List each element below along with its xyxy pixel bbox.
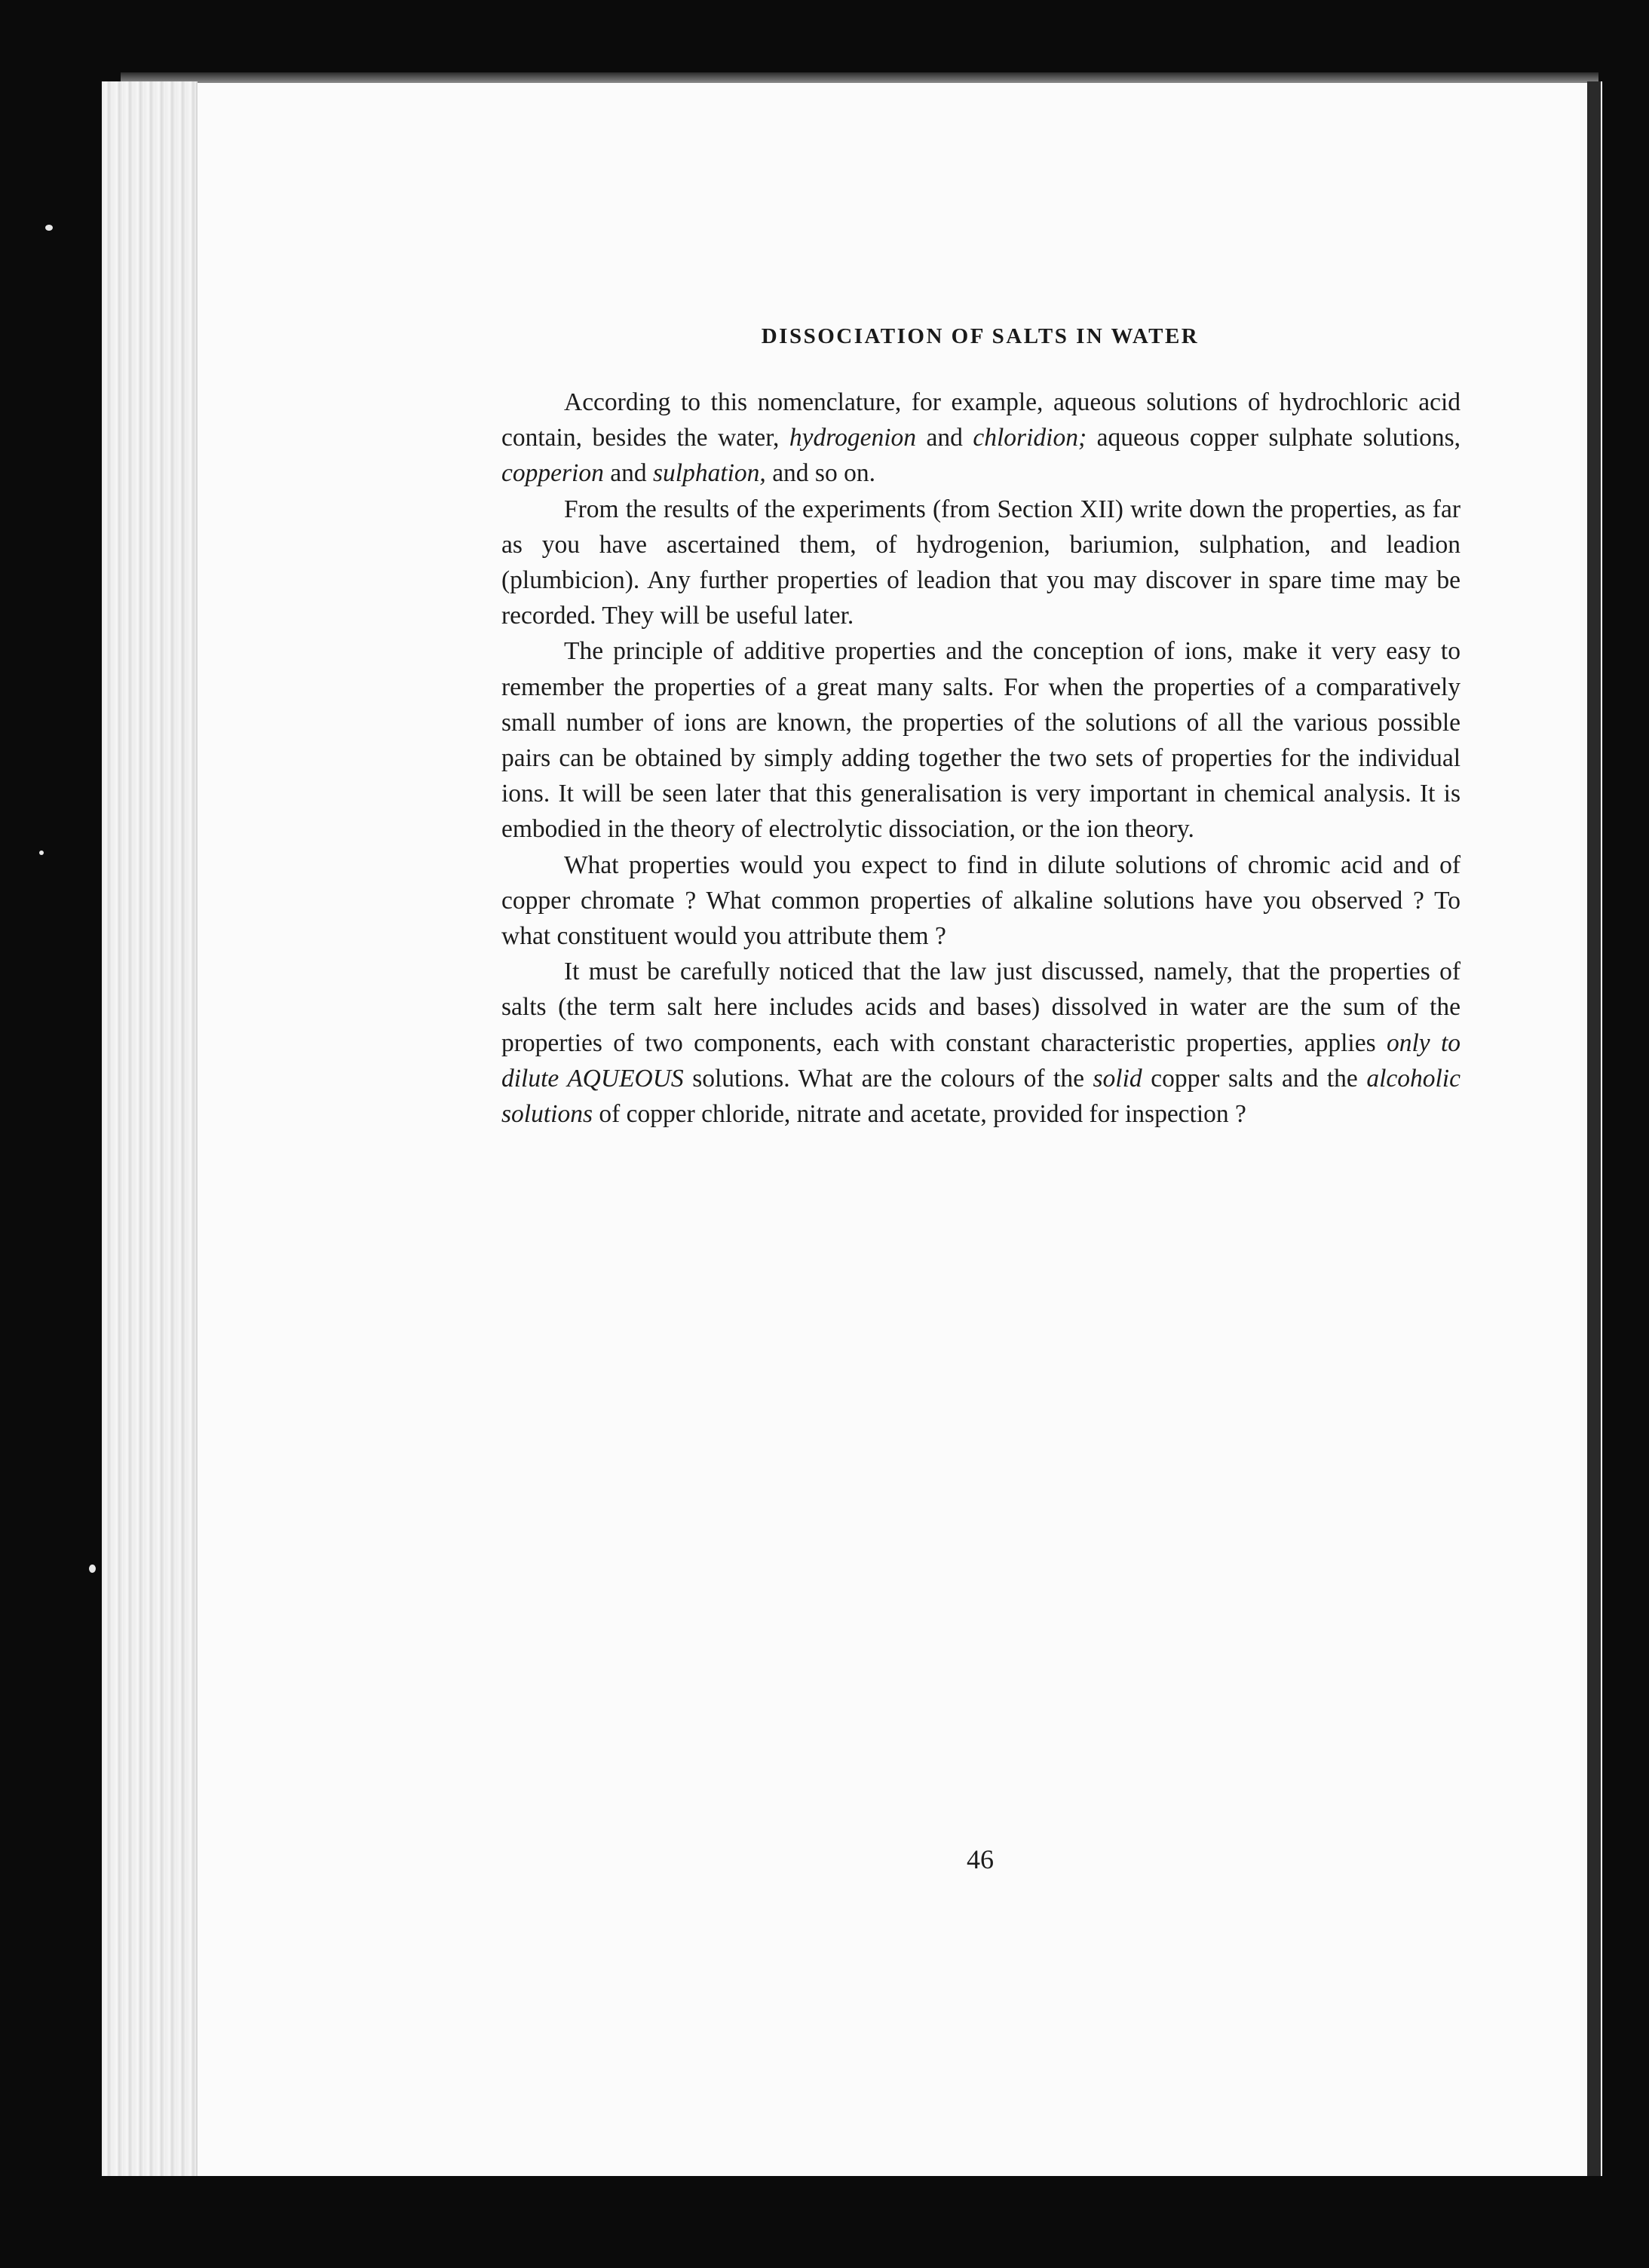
text-run: and (916, 424, 973, 452)
italic-run: solid (1093, 1064, 1142, 1093)
paragraph (501, 492, 1460, 634)
page-fore-edges (102, 81, 198, 2176)
scan-speck (39, 851, 44, 855)
italic-run: hydrogenion (789, 424, 917, 452)
italic-run: chloridion; (973, 424, 1087, 452)
paragraph (501, 954, 1460, 1132)
text-run: According to this nomenclature, for example, aqueous solutions of hydrochloric acid contain, besides the water, (501, 388, 1460, 452)
running-head: DISSOCIATION OF SALTS IN WATER (761, 324, 1200, 348)
text-run: copper salts and the (1142, 1064, 1367, 1093)
italic-run: alcoholic solutions (501, 1064, 1460, 1129)
text-run: of copper chloride, nitrate and acetate, provided for inspection ? (593, 1100, 1246, 1129)
paragraph (501, 847, 1460, 955)
paragraph (501, 385, 1460, 492)
scan-speck (45, 225, 53, 231)
text-run: solutions. What are the colours of the (683, 1064, 1093, 1093)
page-number: 46 (967, 1844, 994, 1874)
italic-run: sulphation, (652, 459, 766, 488)
text-run: and so on. (765, 459, 875, 488)
text-run: aqueous copper sulphate solutions, (1087, 424, 1461, 452)
italic-run: copperion (501, 459, 604, 488)
text-run: What properties would you expect to find in dilute solutions of chromic acid and of copper chromate ? What common properties of alkaline solutions have you observed ? To what constituent would you attribute them ? (501, 851, 1460, 951)
text-run: It must be carefully noticed that the law just discussed, namely, that the properties of salts (the term salt here includes acids and bases) dissolved in water are the sum of the properties of two components, each with constant characteristic properties, applies (501, 958, 1460, 1057)
scan-speck (89, 1565, 96, 1573)
page-top-edge (121, 72, 1598, 83)
paragraph (501, 633, 1460, 847)
body-text (501, 385, 1460, 1132)
text-run: The principle of additive properties and the conception of ions, make it very easy to remember the properties of a great many salts. For when the properties of a comparatively small number of ions are known, the properties of the solutions of all the various possible pairs can be obtained by simply adding together the two sets of properties for the individual ions. It will be seen later that this generalisation is very important in chemical analysis. It is embodied in the theory of electrolytic dissociation, or the ion theory. (501, 637, 1460, 844)
text-run: From the results of the experiments (from Section XII) write down the properties, as far as you have ascertained them, of hydrogenion, bariumion, sulphation, and leadion (plumbicion). Any further properties of leadion that you may discover in spare time may be recorded. They will be useful later. (501, 495, 1460, 630)
italic-run: only to dilute AQUEOUS (501, 1028, 1460, 1093)
page-gutter-shadow (1587, 81, 1601, 2176)
text-run: and (603, 459, 653, 488)
